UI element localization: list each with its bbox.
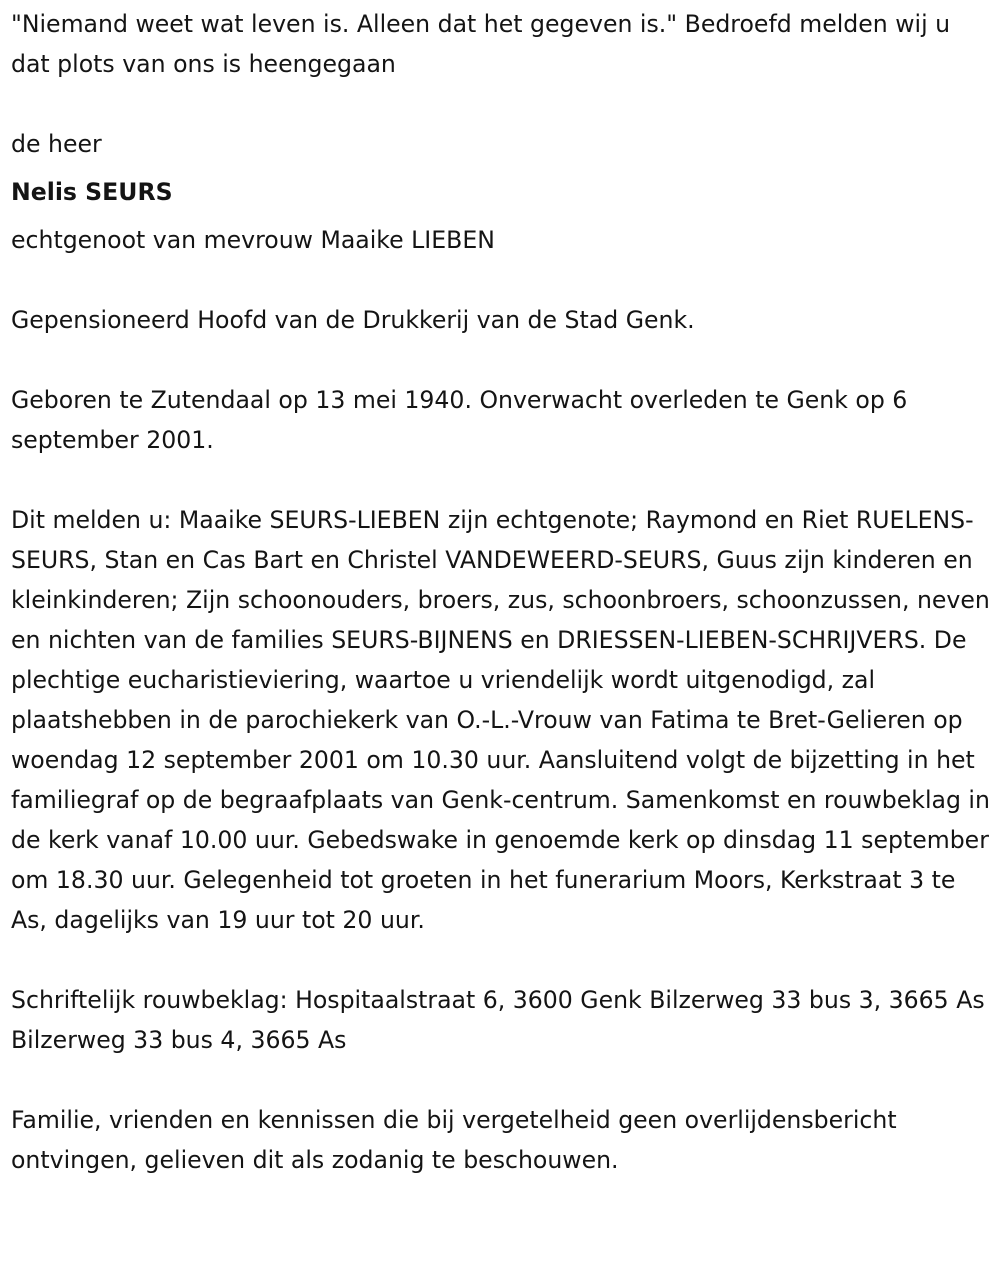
opening-quote: "Niemand weet wat leven is. Alleen dat het gegeven is." Bedroefd melden wij u dat plots van ons is heengegaan bbox=[11, 10, 951, 78]
occupation-line: Gepensioneerd Hoofd van de Drukkerij van de Stad Genk. bbox=[11, 306, 695, 334]
condolence-address: Schriftelijk rouwbeklag: Hospitaalstraat 6, 3600 Genk Bilzerweg 33 bus 3, 3665 As Bilzerweg 33 bus 4, 3665 As bbox=[11, 986, 985, 1054]
closing-paragraph: Familie, vrienden en kennissen die bij vergetelheid geen overlijdensbericht ontvingen, gelieven dit als zodanig te beschouwen. bbox=[11, 1106, 897, 1174]
spouse-line: echtgenoot van mevrouw Maaike LIEBEN bbox=[11, 226, 495, 254]
announcement-paragraph: Dit melden u: Maaike SEURS-LIEBEN zijn echtgenote; Raymond en Riet RUELENS-SEURS, Stan en Cas Bart en Christel VANDEWEERD-SEURS, Guus zijn kinderen en kleinkinderen; Zijn schoonouders, broers, zus, schoonbroers, schoonzussen, neven en nichten van de families SEURS-BIJNENS en DRIESSEN-LIEBEN-SCHRIJVERS. De plechtige eucharistieviering, waartoe u vriendelijk wordt uitgenodigd, zal plaatshebben in de parochiekerk van O.-L.-Vrouw van Fatima te Bret-Gelieren op woendag 12 september 2001 om 10.30 uur. Aansluitend volgt de bijzetting in het familiegraf op de begraafplaats van Genk-centrum. Samenkomst en rouwbeklag in de kerk vanaf 10.00 uur. Gebedswake in genoemde kerk op dinsdag 11 september om 18.30 uur. Gelegenheid tot groeten in het funerarium Moors, Kerkstraat 3 te As, dagelijks van 19 uur tot 20 uur. bbox=[11, 506, 990, 934]
birth-death-line: Geboren te Zutendaal op 13 mei 1940. Onverwacht overleden te Genk op 6 september 2001. bbox=[11, 386, 908, 454]
title-prefix: de heer bbox=[11, 130, 102, 158]
deceased-name: Nelis SEURS bbox=[11, 178, 173, 206]
obituary-notice bbox=[11, 4, 996, 1180]
